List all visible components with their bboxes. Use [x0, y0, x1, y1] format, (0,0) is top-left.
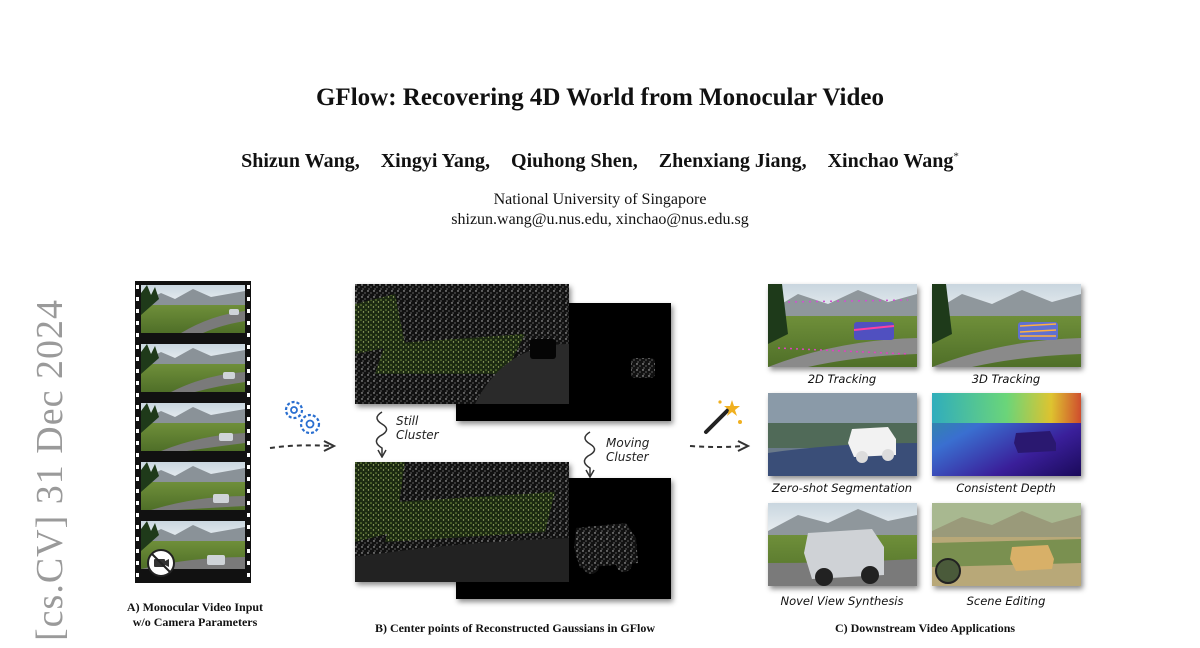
- still-cluster-top: [355, 284, 569, 404]
- panel-a-film-strip: [135, 281, 251, 583]
- paper-title: GFlow: Recovering 4D World from Monocular Video: [315, 84, 884, 111]
- video-frame-2: [141, 344, 245, 392]
- panel-c-caption: C) Downstream Video Applications: [834, 621, 1016, 635]
- video-frame-1: [141, 285, 245, 333]
- app-2d-tracking-label: 2D Tracking: [807, 372, 877, 386]
- moving-cluster-arrow: [580, 430, 604, 483]
- author-5-name: Xinchao Wang: [827, 150, 954, 172]
- emails: shizun.wang@u.nus.edu, xinchao@nus.edu.sg: [451, 211, 749, 228]
- still-cluster-bottom: [355, 462, 569, 582]
- video-frame-4: [141, 462, 245, 510]
- panel-a-caption-line1: A) Monocular Video Input: [126, 600, 264, 614]
- app-depth-label: Consistent Depth: [956, 481, 1056, 495]
- arxiv-stamp: [28, 300, 72, 640]
- app-scene-editing-image: [932, 503, 1081, 586]
- author-1: Shizun Wang,: [241, 150, 360, 172]
- app-novel-view-label: Novel View Synthesis: [780, 594, 904, 608]
- panel-b-caption: B) Center points of Reconstructed Gaussians in GFlow: [374, 621, 656, 635]
- video-frame-3: [141, 403, 245, 451]
- app-3d-tracking-image: [932, 284, 1081, 367]
- arrow-a-to-b: [268, 436, 338, 461]
- app-scene-editing-label: Scene Editing: [966, 594, 1046, 608]
- app-3d-tracking-label: 3D Tracking: [971, 372, 1041, 386]
- still-cluster-label: Still Cluster: [396, 414, 439, 442]
- app-2d-tracking-image: [768, 284, 917, 367]
- panel-a-caption-line2: w/o Camera Parameters: [132, 615, 258, 629]
- app-segmentation-image: [768, 393, 917, 476]
- author-list: [0, 150, 1200, 173]
- affiliation-block: [0, 190, 1200, 230]
- affiliation: National University of Singapore: [493, 191, 707, 208]
- still-cluster-arrow: [372, 410, 396, 463]
- moving-cluster-label: Moving Cluster: [606, 436, 650, 464]
- panel-a-caption: [100, 600, 290, 630]
- app-depth-image: [932, 393, 1081, 476]
- author-3: Qiuhong Shen,: [511, 150, 638, 172]
- author-4: Zhenxiang Jiang,: [658, 150, 807, 172]
- app-segmentation-label: Zero-shot Segmentation: [771, 481, 913, 495]
- arxiv-stamp-text: [cs.CV] 31 Dec 2024: [29, 299, 71, 641]
- app-novel-view-image: [768, 503, 917, 586]
- arrow-b-to-c: [688, 436, 754, 461]
- no-camera-icon: [147, 549, 175, 577]
- author-5: [828, 150, 959, 172]
- author-2: Xingyi Yang,: [380, 150, 491, 172]
- corresponding-mark: *: [953, 150, 959, 163]
